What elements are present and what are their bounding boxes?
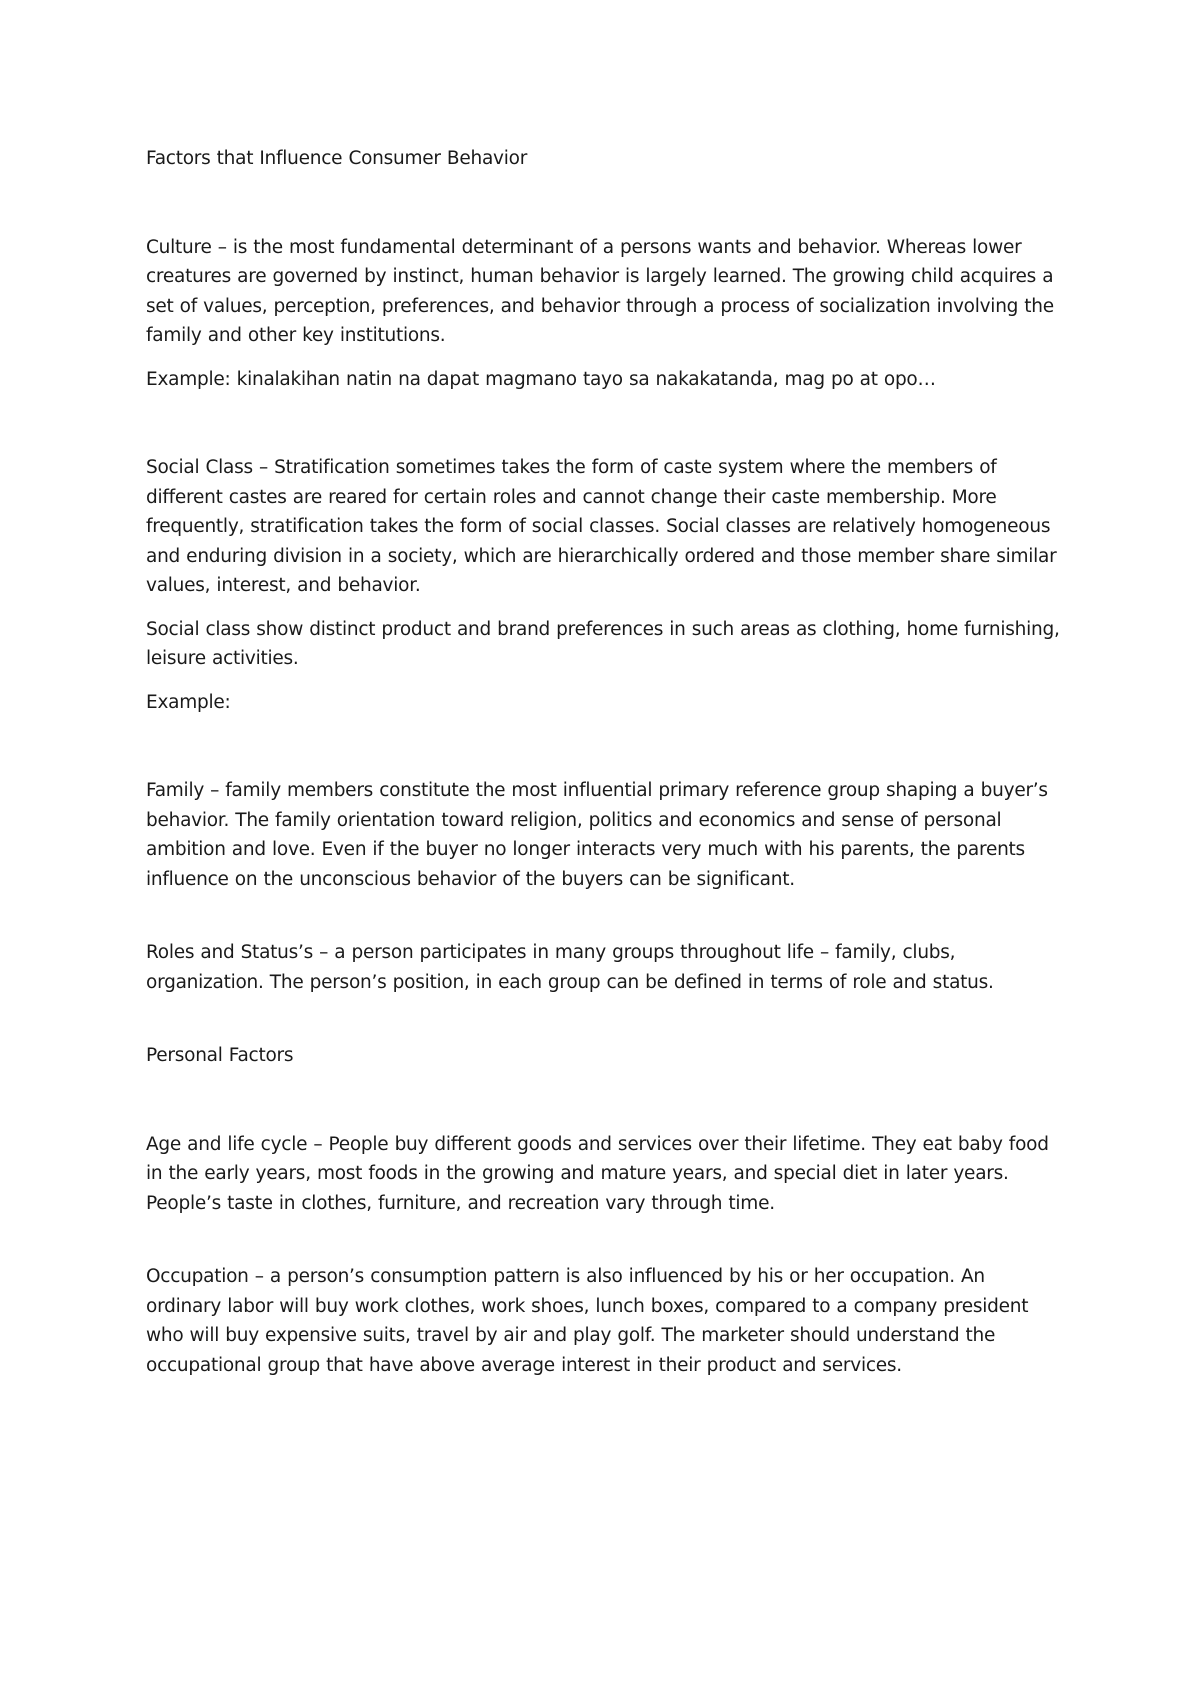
- document-title: Factors that Influence Consumer Behavior: [146, 148, 528, 169]
- paragraph-occupation: Occupation – a person’s consumption pattern is also influenced by his or her occupation. An ordinary labor will buy work clothes, work shoes, lunch boxes, compared to a company president who will buy expensive suits, travel by air and play golf. The marketer should understand the occupational group that have above average interest in their product and services.: [146, 1266, 1029, 1376]
- paragraph-culture: Culture – is the most fundamental determinant of a persons wants and behavior. Whereas lower creatures are governed by instinct, human behavior is largely learned. The growing child acquires a set of values, perception, preferences, and behavior through a process of socialization involving the family and other key institutions.: [146, 236, 1054, 346]
- paragraph-family: Family – family members constitute the most influential primary reference group shaping a buyer’s behavior. The family orientation toward religion, politics and economics and sense of personal ambition and love. Even if the buyer no longer interacts very much with his parents, the parents influence on the unconscious behavior of the buyers can be significant.: [146, 780, 1048, 890]
- heading-personal-factors: Personal Factors: [146, 1045, 294, 1066]
- paragraph-age-life-cycle: Age and life cycle – People buy different goods and services over their lifetime. They eat baby food in the early years, most foods in the growing and mature years, and special diet in later years. People’s taste in clothes, furniture, and recreation vary through time.: [146, 1133, 1049, 1214]
- paragraph-social-class-example: Example:: [146, 691, 231, 713]
- paragraph-roles-status: Roles and Status’s – a person participates in many groups throughout life – family, clubs, organization. The person’s position, in each group can be defined in terms of role and status.: [146, 942, 994, 993]
- paragraph-culture-example: Example: kinalakihan natin na dapat magmano tayo sa nakakatanda, mag po at opo…: [146, 368, 936, 390]
- document-body: [146, 144, 1066, 1380]
- paragraph-social-class: Social Class – Stratification sometimes takes the form of caste system where the members of different castes are reared for certain roles and cannot change their caste membership. More frequently, stratification takes the form of social classes. Social classes are relatively homogeneous and enduring division in a society, which are hierarchically ordered and those member share similar values, interest, and behavior.: [146, 457, 1057, 596]
- paragraph-social-class-preferences: Social class show distinct product and brand preferences in such areas as clothing, home furnishing, leisure activities.: [146, 618, 1060, 669]
